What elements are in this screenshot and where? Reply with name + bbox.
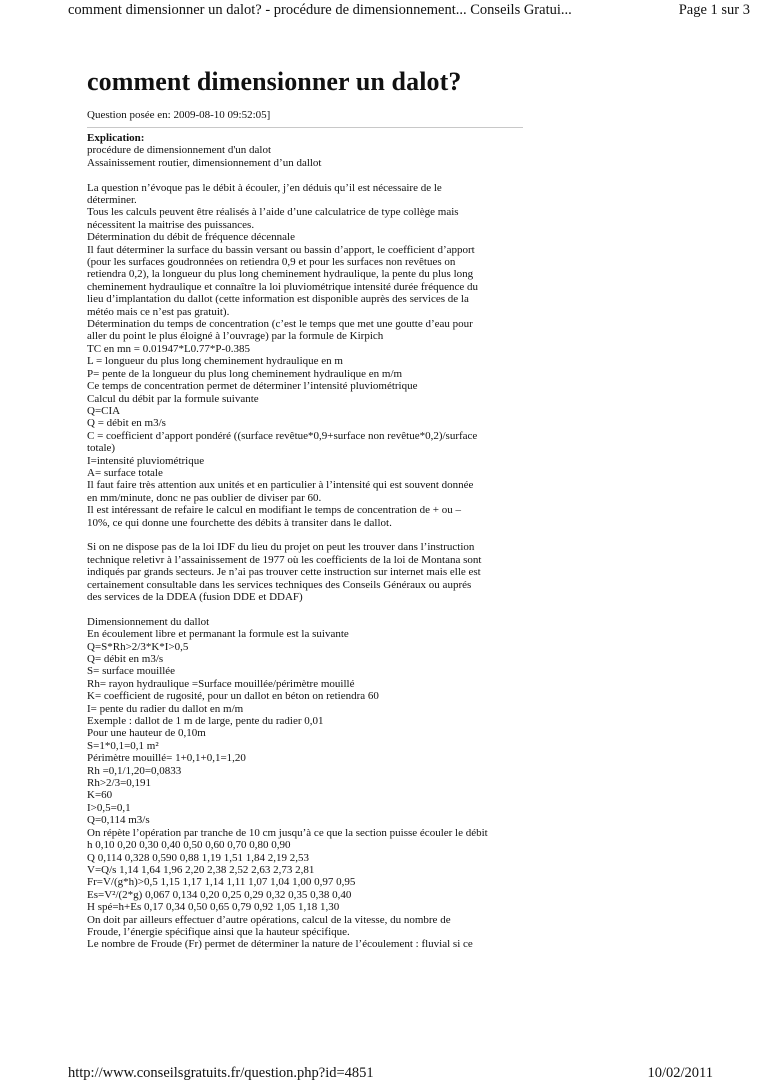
body-line: Si on ne dispose pas de la loi IDF du lieu du projet on peut les trouver dans l’instruction [87, 541, 475, 554]
print-footer [0, 1064, 768, 1086]
body-line: retiendra 0,2), la longueur du plus long cheminement hydraulique, la pente du plus long [87, 268, 474, 281]
body-line: Détermination du temps de concentration (c’est le temps que met une goutte d’eau pour [87, 318, 473, 331]
body-line: Assainissement routier, dimensionnement d’un dallot [87, 156, 322, 169]
body-line: Détermination du débit de fréquence décennale [87, 231, 295, 244]
body-line: Froude, l’énergie spécifique ainsi que la hauteur spécifique. [87, 925, 350, 938]
body-line: H spé=h+Es 0,17 0,34 0,50 0,65 0,79 0,92 1,05 1,18 1,30 [87, 901, 340, 914]
body-line: 10%, ce qui donne une fourchette des débits à transiter dans le dallot. [87, 516, 392, 529]
divider [87, 127, 523, 128]
body-line: déterminer. [87, 194, 137, 207]
footer-date: 10/02/2011 [647, 1065, 713, 1081]
body-line: Dimensionnement du dallot [87, 615, 210, 628]
body-line: (pour les surfaces goudronnées on retiendra 0,9 et pour les surfaces non revêtues on [87, 256, 456, 269]
footer-url: http://www.conseilsgratuits.fr/question.php?id=4851 [68, 1065, 374, 1081]
explanation-heading: Explication: [87, 132, 145, 144]
body-line: On doit par ailleurs effectuer d’autre opérations, calcul de la vitesse, du nombre de [87, 913, 451, 926]
article-body [87, 132, 527, 951]
body-line: Périmètre mouillé= 1+0,1+0,1=1,20 [87, 752, 246, 765]
print-header-title: comment dimensionner un dalot? - procédure de dimensionnement... Conseils Gratui... [68, 2, 572, 18]
body-line: I=intensité pluviométrique [87, 454, 205, 467]
body-line: Il faut faire très attention aux unités et en particulier à l’intensité qui est souvent donnée [87, 479, 474, 492]
body-line: Q=CIA [87, 404, 121, 417]
body-line: I= pente du radier du dallot en m/m [87, 702, 244, 715]
body-line: On répète l’opération par tranche de 10 cm jusqu’à ce que la section puisse écouler le débit [87, 826, 488, 839]
body-line: Q 0,114 0,328 0,590 0,88 1,19 1,51 1,84 2,19 2,53 [87, 851, 310, 864]
body-line: I>0,5=0,1 [87, 801, 131, 814]
body-line: Q= débit en m3/s [87, 653, 164, 666]
page-number: Page 1 sur 3 [678, 2, 750, 18]
body-line: Tous les calculs peuvent être réalisés à l’aide d’une calculatrice de type collège mais [87, 206, 459, 219]
body-line: Le nombre de Froude (Fr) permet de déterminer la nature de l’écoulement : fluvial si ce [87, 938, 473, 951]
body-line: Pour une hauteur de 0,10m [87, 727, 206, 740]
blank-line [87, 529, 527, 541]
body-line: K= coefficient de rugosité, pour un dallot en béton on retiendra 60 [87, 690, 379, 703]
body-line: Exemple : dallot de 1 m de large, pente du radier 0,01 [87, 715, 324, 728]
body-line: La question n’évoque pas le débit à écouler, j’en déduis qu’il est nécessaire de le [87, 181, 442, 194]
body-line: K=60 [87, 789, 113, 802]
article [87, 66, 527, 951]
body-line: Fr=V/(g*h)>0,5 1,15 1,17 1,14 1,11 1,07 1,04 1,00 0,97 0,95 [87, 876, 356, 889]
body-line: C = coefficient d’apport pondéré ((surface revêtue*0,9+surface non revêtue*0,2)/surface [87, 429, 478, 442]
body-line: Q=0,114 m3/s [87, 814, 150, 827]
body-line: cheminement hydraulique et connaître la loi pluviométrique intensité durée fréquence du [87, 280, 478, 293]
body-line: technique reletivr à l’assainissement de 1977 où les coefficients de la loi de Montana sont [87, 553, 482, 566]
body-line: Ce temps de concentration permet de déterminer l’intensité pluviométrique [87, 380, 418, 393]
blank-line [87, 603, 527, 615]
body-line: V=Q/s 1,14 1,64 1,96 2,20 2,38 2,52 2,63 2,73 2,81 [87, 863, 315, 876]
body-line: TC en mn = 0.01947*L0.77*P-0.385 [87, 342, 250, 355]
body-line: certainement consultable dans les services techniques des Conseils Généraux ou auprés [87, 578, 472, 591]
body-line: nécessitent la maitrise des puissances. [87, 218, 255, 231]
body-line: des services de la DDEA (fusion DDE et DDAF) [87, 591, 303, 603]
body-line: Rh= rayon hydraulique =Surface mouillée/périmètre mouillé [87, 677, 355, 690]
body-line: Q = débit en m3/s [87, 417, 166, 430]
body-line: L = longueur du plus long cheminement hydraulique en m [87, 355, 343, 368]
body-line: Rh>2/3=0,191 [87, 777, 152, 790]
body-line: Es=V²/(2*g) 0,067 0,134 0,20 0,25 0,29 0,32 0,35 0,38 0,40 [87, 888, 352, 901]
question-date: Question posée en: 2009-08-10 09:52:05] [87, 109, 271, 121]
body-line: A= surface totale [87, 466, 163, 479]
blank-line [87, 169, 527, 181]
page-title: comment dimensionner un dalot? [87, 67, 462, 96]
body-line: S= surface mouillée [87, 665, 176, 678]
body-line: Il est intéressant de refaire le calcul en modifiant le temps de concentration de + ou – [87, 504, 461, 517]
body-line: indiqués par grands secteurs. Je n’ai pas trouver cette instruction sur internet mais elle est [87, 566, 481, 579]
body-line: h 0,10 0,20 0,30 0,40 0,50 0,60 0,70 0,80 0,90 [87, 839, 291, 852]
body-line: Calcul du débit par la formule suivante [87, 392, 259, 405]
body-line: procédure de dimensionnement d'un dalot [87, 144, 272, 157]
body-line: totale) [87, 442, 116, 455]
body-line: météo mais ce n’est pas gratuit). [87, 305, 230, 318]
body-line: En écoulement libre et permanant la formule est la suivante [87, 628, 349, 641]
body-line: lieu d’implantation du dallot (cette information est disponible auprès des services de la [87, 293, 469, 306]
body-line: en mm/minute, donc ne pas oublier de diviser par 60. [87, 491, 322, 504]
print-header [0, 0, 768, 20]
body-line: Q=S*Rh>2/3*K*I>0,5 [87, 640, 189, 653]
body-line: aller du point le plus éloigné à l’ouvrage) par la formule de Kirpich [87, 330, 384, 343]
body-line: Rh =0,1/1,20=0,0833 [87, 764, 182, 777]
body-line: S=1*0,1=0,1 m² [87, 739, 159, 752]
body-line: Il faut déterminer la surface du bassin versant ou bassin d’apport, le coefficient d’apport [87, 243, 475, 256]
body-line: P= pente de la longueur du plus long cheminement hydraulique en m/m [87, 367, 403, 380]
